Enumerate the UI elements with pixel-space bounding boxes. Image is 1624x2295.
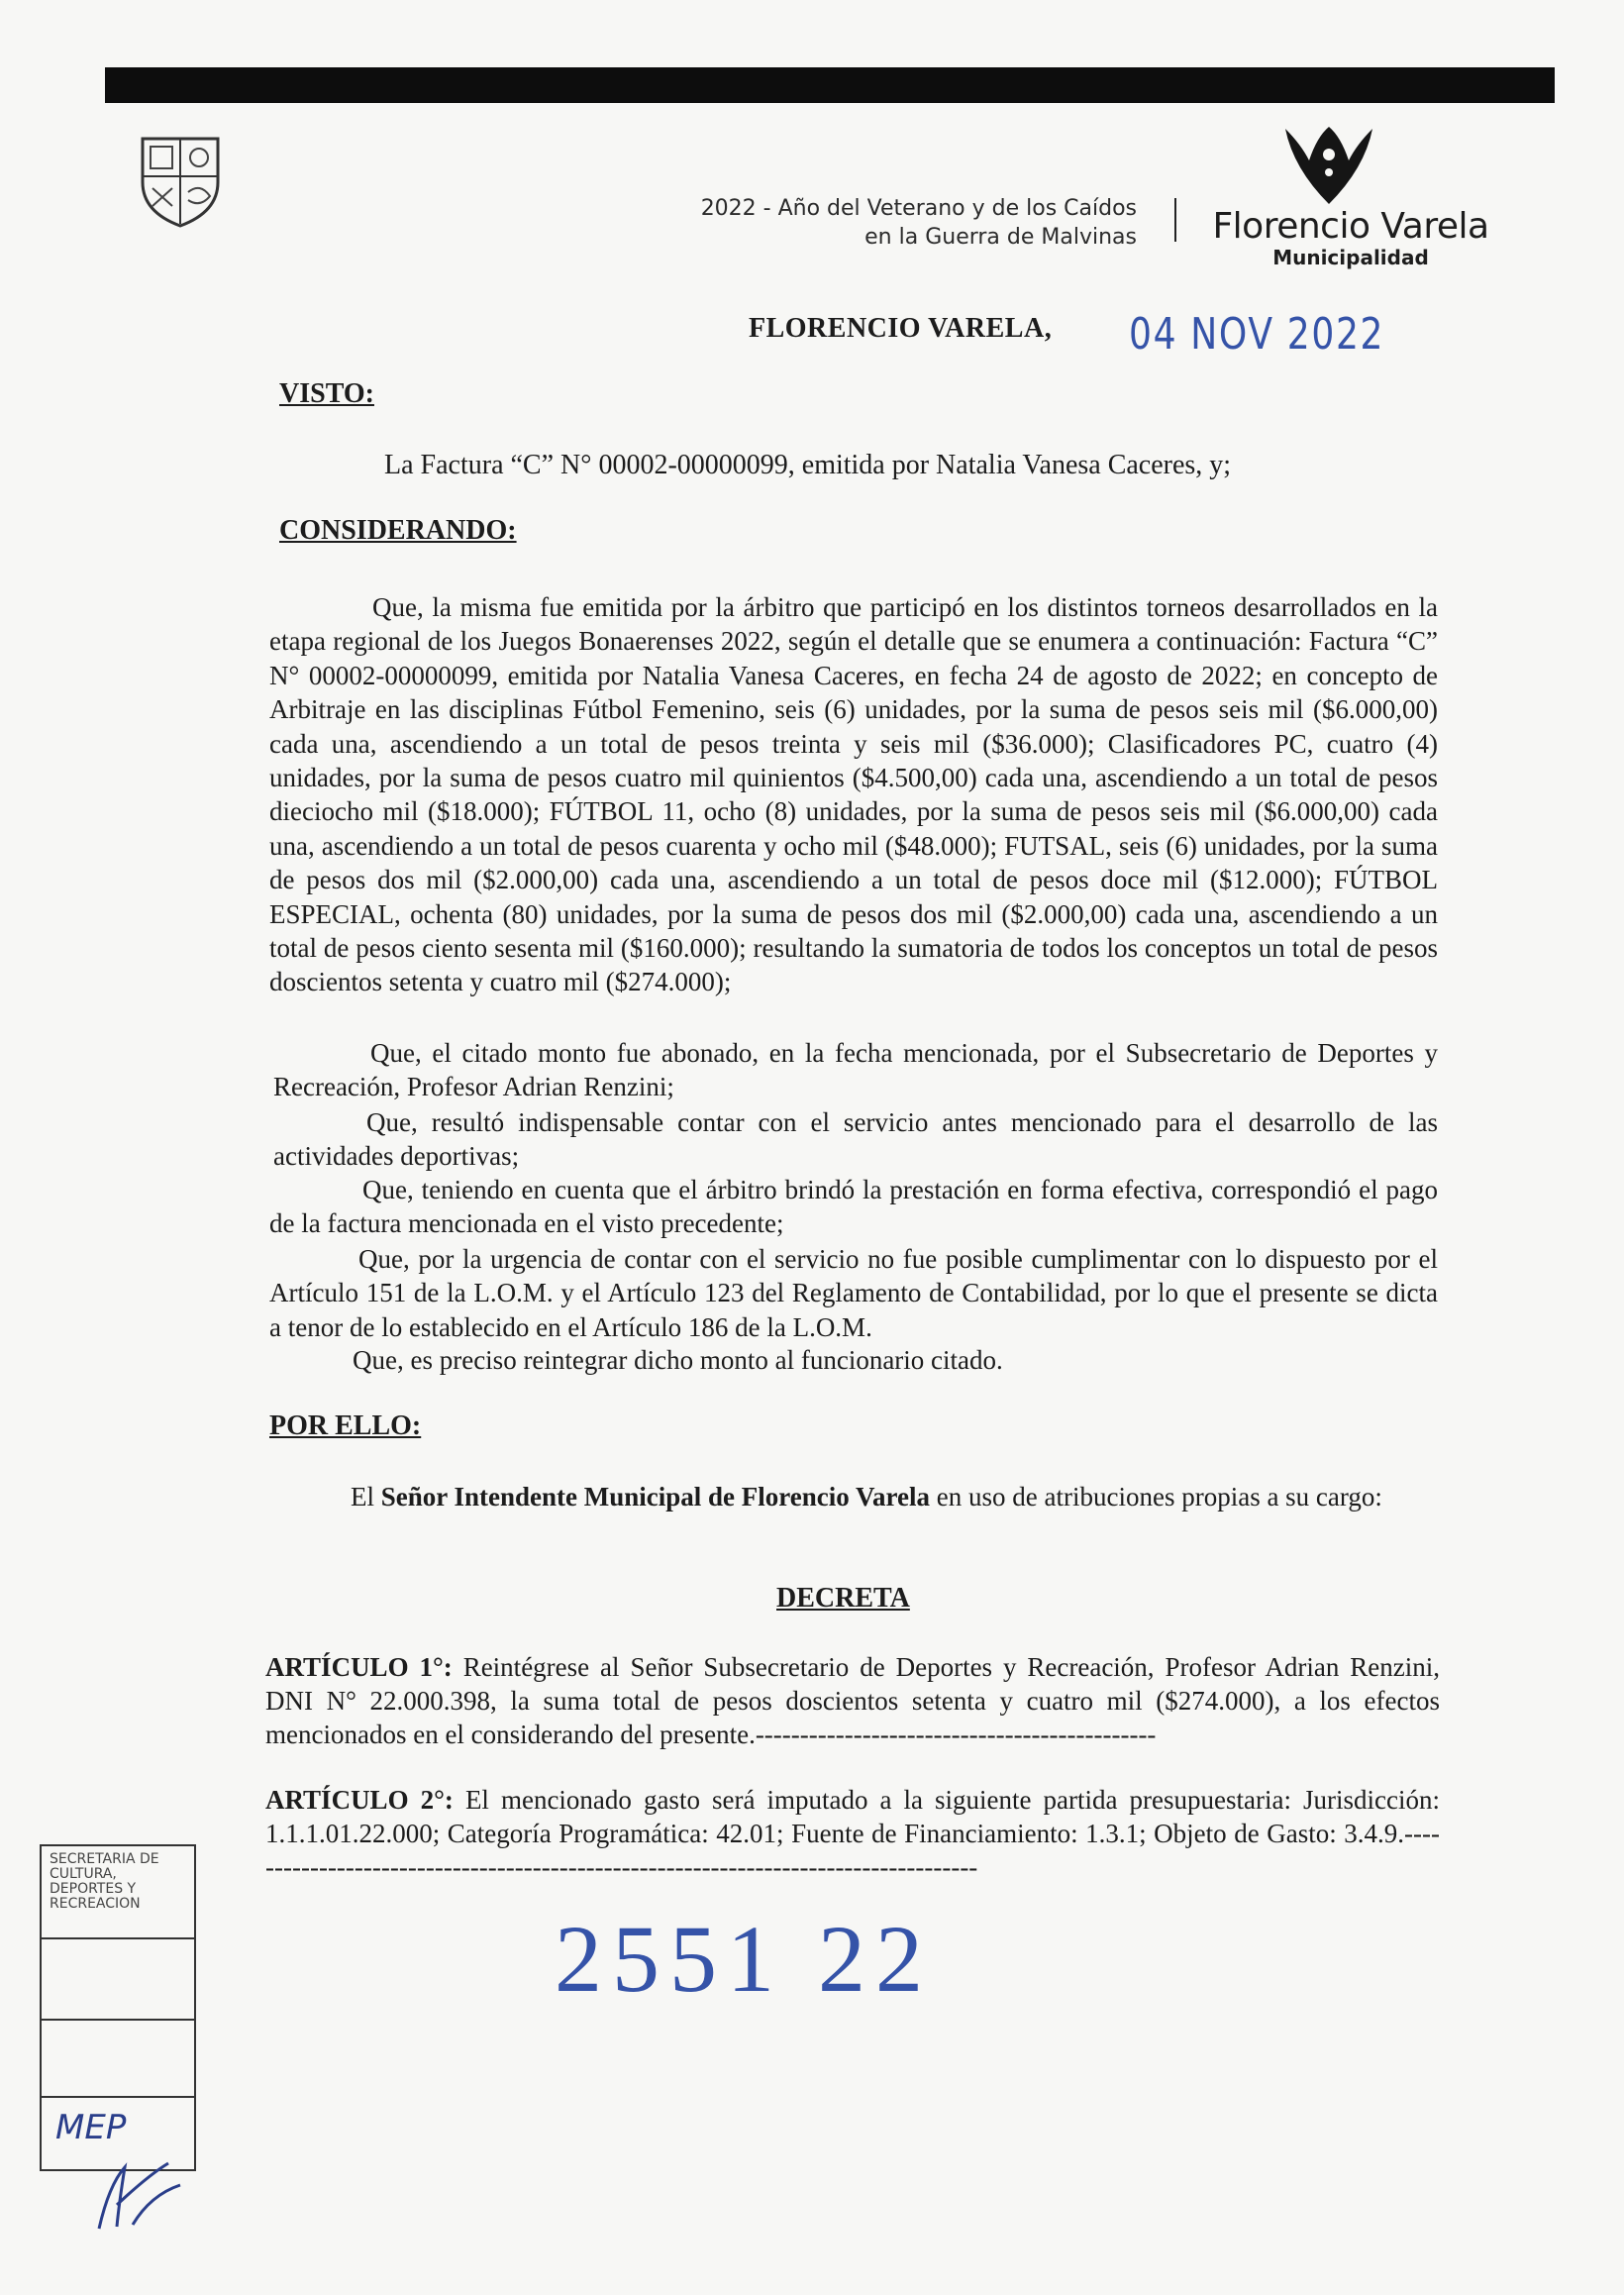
intro-bold: Señor Intendente Municipal de Florencio Varela: [380, 1482, 931, 1512]
municipal-logo-icon: [1279, 125, 1378, 208]
date-stamp: 04 NOV 2022: [1129, 309, 1385, 360]
considerando-paragraph-6: Que, es preciso reintegrar dicho monto al funcionario citado.: [353, 1345, 1003, 1375]
considerando-paragraph-3: Que, resultó indispensable contar con el servicio antes mencionado para el desarrollo de las actividades deportivas;: [273, 1107, 1438, 1172]
article-1-text: Reintégrese al Señor Subsecretario de Deportes y Recreación, Profesor Adrian Renzini, DNI N° 22.000.398, la suma total de pesos doscientos setenta y cuatro mil ($274.000), a los efectos mencionados en el considerando del presente.---------------------------------------------: [265, 1652, 1440, 1749]
handwritten-initials: MEP: [55, 2108, 127, 2147]
considerando-paragraph-2: Que, el citado monto fue abonado, en la fecha mencionada, por el Subsecretario de Deportes y Recreación, Profesor Adrian Renzini;: [273, 1038, 1438, 1102]
considerando-paragraph-5: Que, por la urgencia de contar con el servicio no fue posible cumplimentar con lo dispuesto por el Artículo 151 de la L.O.M. y el Artículo 123 del Reglamento de Contabilidad, por lo que el presente se dicta a tenor de lo establecido en el Artículo 186 de la L.O.M.: [269, 1244, 1438, 1342]
decreta-heading: DECRETA: [776, 1583, 910, 1614]
intro-before: El: [351, 1482, 381, 1512]
decree-number-stamp: 2551 22: [555, 1906, 933, 2012]
visto-text: La Factura “C” N° 00002-00000099, emitida por Natalia Vanesa Caceres, y;: [384, 450, 1232, 480]
top-black-bar: [105, 67, 1555, 103]
brand-subtitle: Municipalidad: [1272, 246, 1429, 269]
stamp-header-row: [42, 1846, 194, 1939]
motto-line-2: en la Guerra de Malvinas: [864, 225, 1137, 250]
year-motto: [594, 194, 1137, 252]
place-line: FLORENCIO VARELA,: [749, 313, 1053, 344]
article-2-text: El mencionado gasto será imputado a la siguiente partida presupuestaria: Jurisdicción: 1.1.1.01.22.000; Categoría Programática: 42.01; Fuente de Financiamiento: 1.3.1; Objeto de Gasto: 3.4.9.------------------------------------------------------------------------------------: [265, 1785, 1440, 1882]
article-2-label: ARTÍCULO 2°:: [265, 1785, 454, 1815]
stamp-label: SECRETARIA DE CULTURA, DEPORTES Y RECREACION: [50, 1851, 159, 1912]
stamp-row: [42, 1939, 194, 2021]
brand-name: Florencio Varela: [1212, 206, 1489, 247]
visto-heading: VISTO:: [279, 378, 374, 409]
signature-icon: [89, 2155, 188, 2235]
article-1-label: ARTÍCULO 1°:: [265, 1652, 453, 1682]
header-separator: [1174, 198, 1176, 242]
article-2: [265, 1783, 1440, 1884]
coat-of-arms-icon: [139, 133, 222, 230]
por-ello-intro: [265, 1480, 1436, 1513]
considerando-paragraph-4: Que, teniendo en cuenta que el árbitro brindó la prestación en forma efectiva, correspondió el pago de la factura mencionada en el visto precedente;: [269, 1175, 1438, 1239]
considerando-heading: CONSIDERANDO:: [279, 515, 517, 546]
considerando-paragraph-1: Que, la misma fue emitida por la árbitro que participó en los distintos torneos desarrollados en la etapa regional de los Juegos Bonaerenses 2022, según el detalle que se enumera a continuación: Factura “C” N° 00002-00000099, emitida por Natalia Vanesa Caceres, en fecha 24 de agosto de 2022; en concepto de Arbitraje en las disciplinas Fútbol Femenino, seis (6) unidades, por la suma de pesos seis mil ($6.000,00) cada una, ascendiendo a un total de pesos treinta y seis mil ($36.000); Clasificadores PC, cuatro (4) unidades, por la suma de pesos cuatro mil quinientos ($4.500,00) cada una, ascendiendo a un total de pesos dieciocho mil ($18.000); FÚTBOL 11, ocho (8) unidades, por la suma de pesos seis mil ($6.000,00) cada una, ascendiendo a un total de pesos cuarenta y ocho mil ($48.000); FUTSAL, seis (6) unidades, por la suma de pesos dos mil ($2.000,00) cada una, ascendiendo a un total de pesos doce mil ($12.000); FÚTBOL ESPECIAL, ochenta (80) unidades, por la suma de pesos dos mil ($2.000,00) cada una, ascendiendo a un total de pesos ciento sesenta mil ($160.000); resultando la sumatoria de todos los conceptos un total de pesos doscientos setenta y cuatro mil ($274.000);: [269, 592, 1438, 997]
article-1: [265, 1650, 1440, 1751]
motto-line-1: 2022 - Año del Veterano y de los Caídos: [700, 196, 1137, 221]
por-ello-heading: POR ELLO:: [269, 1410, 422, 1441]
stamp-row: [42, 2021, 194, 2098]
intro-after: en uso de atribuciones propias a su cargo:: [930, 1482, 1382, 1512]
